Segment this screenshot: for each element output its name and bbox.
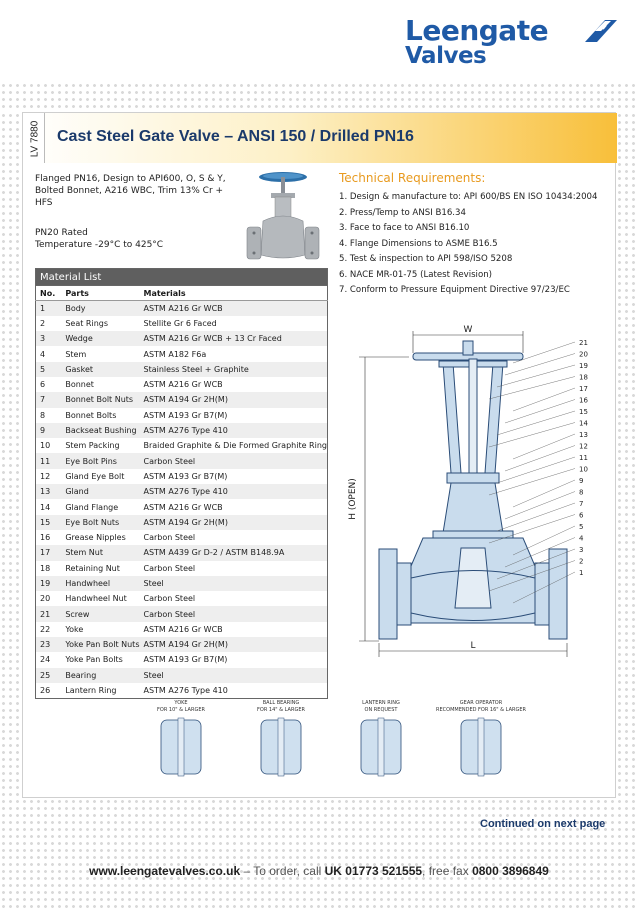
technical-heading: Technical Requirements:	[339, 171, 486, 185]
footer-order-text: – To order, call	[240, 864, 325, 878]
callout-number: 6	[579, 511, 584, 520]
table-row	[36, 346, 328, 361]
cell-material: ASTM A194 Gr 2H(M)	[139, 637, 327, 652]
table-row	[36, 377, 328, 392]
callout-leader	[505, 492, 575, 520]
cell-material: Braided Graphite & Die Formed Graphite Ring	[139, 438, 327, 453]
cell-material: ASTM A182 F6a	[139, 346, 327, 361]
callout-number: 3	[579, 546, 584, 554]
dotted-band-bottom	[0, 798, 638, 909]
cell-no: 14	[36, 499, 62, 514]
cell-material: Carbon Steel	[139, 561, 327, 576]
cell-material: ASTM A216 Gr WCB	[139, 622, 327, 637]
document-code-box	[23, 113, 45, 163]
cell-part: Gland	[61, 484, 139, 499]
column-header-no: No.	[36, 286, 62, 301]
callout-number: 17	[579, 385, 588, 393]
cell-no: 11	[36, 453, 62, 468]
brand-name-line1: Leengate	[405, 14, 549, 47]
detail-stem	[278, 718, 284, 776]
cell-no: 12	[36, 469, 62, 484]
technical-item: 4. Flange Dimensions to ASME B16.5	[339, 238, 498, 249]
cell-part: Retaining Nut	[61, 561, 139, 576]
cell-material: ASTM A193 Gr B7(M)	[139, 408, 327, 423]
cell-part: Yoke Pan Bolts	[61, 652, 139, 667]
cell-no: 16	[36, 530, 62, 545]
cell-no: 22	[36, 622, 62, 637]
table-row	[36, 331, 328, 346]
cell-no: 8	[36, 408, 62, 423]
cell-part: Bonnet Bolts	[61, 408, 139, 423]
detail-title: BALL BEARING	[262, 700, 300, 706]
cell-part: Body	[61, 301, 139, 316]
detail-title: GEAR OPERATOR	[459, 700, 503, 706]
cell-part: Seat Rings	[61, 316, 139, 331]
cell-material: ASTM A276 Type 410	[139, 484, 327, 499]
intro-block	[35, 173, 235, 251]
table-row	[36, 576, 328, 591]
cell-part: Gland Eye Bolt	[61, 469, 139, 484]
detail-view	[361, 700, 401, 776]
cell-part: Handwheel	[61, 576, 139, 591]
cell-no: 5	[36, 362, 62, 377]
cell-part: Yoke Pan Bolt Nuts	[61, 637, 139, 652]
callout-number: 5	[579, 523, 584, 531]
cell-no: 9	[36, 423, 62, 438]
detail-stem	[478, 718, 484, 776]
detail-view	[157, 700, 205, 776]
callout-number: 19	[579, 362, 588, 370]
technical-item: 6. NACE MR-01-75 (Latest Revision)	[339, 269, 492, 280]
dotted-band-right	[616, 112, 638, 798]
footer-contact	[0, 864, 638, 878]
continued-note: Continued on next page	[480, 818, 606, 830]
callout-leader	[497, 457, 575, 483]
table-row	[36, 362, 328, 377]
dotted-band-left	[0, 112, 22, 798]
callout-leader	[505, 446, 575, 472]
callout-number: 15	[579, 408, 588, 416]
cell-no: 25	[36, 668, 62, 683]
cell-no: 4	[36, 346, 62, 361]
cell-no: 3	[36, 331, 62, 346]
cell-material: ASTM A193 Gr B7(M)	[139, 469, 327, 484]
footer-fax-text: , free fax	[422, 864, 473, 878]
technical-item: 2. Press/Temp to ANSI B16.34	[339, 207, 466, 218]
callout-number: 9	[579, 477, 584, 485]
table-row	[36, 606, 328, 621]
cell-material: Stainless Steel + Graphite	[139, 362, 327, 377]
material-list-table	[35, 268, 328, 699]
cell-part: Bearing	[61, 668, 139, 683]
dimension-height: H (OPEN)	[348, 478, 358, 520]
cell-material: Carbon Steel	[139, 591, 327, 606]
cell-material: Carbon Steel	[139, 606, 327, 621]
detail-title: YOKE	[174, 700, 188, 706]
callout-leader	[489, 469, 575, 496]
cell-material: ASTM A193 Gr B7(M)	[139, 652, 327, 667]
brand-valve-icon	[583, 18, 619, 44]
cell-part: Wedge	[61, 331, 139, 346]
table-row	[36, 668, 328, 683]
cell-material: Steel	[139, 576, 327, 591]
technical-item: 5. Test & inspection to API 598/ISO 5208	[339, 254, 513, 264]
cell-part: Bonnet Bolt Nuts	[61, 392, 139, 407]
cell-no: 21	[36, 606, 62, 621]
callout-number: 11	[579, 454, 588, 462]
cell-no: 24	[36, 652, 62, 667]
detail-stem	[378, 718, 384, 776]
cell-part: Bonnet	[61, 377, 139, 392]
page-title: Cast Steel Gate Valve – ANSI 150 / Drilled PN16	[57, 128, 414, 145]
table-row	[36, 316, 328, 331]
cell-material: ASTM A216 Gr WCB	[139, 377, 327, 392]
callout-leader	[489, 423, 575, 448]
cell-no: 20	[36, 591, 62, 606]
detail-view	[436, 700, 526, 776]
table-row	[36, 438, 328, 453]
cell-no: 2	[36, 316, 62, 331]
callout-number: 7	[579, 500, 584, 508]
table-row	[36, 392, 328, 407]
callout-number: 10	[579, 465, 588, 474]
cell-no: 15	[36, 515, 62, 530]
callout-leader	[497, 365, 575, 387]
cell-material: ASTM A276 Type 410	[139, 683, 327, 698]
technical-list	[339, 190, 609, 299]
brand-logo	[405, 14, 620, 74]
column-header-parts: Parts	[61, 286, 139, 301]
cell-part: Stem Nut	[61, 545, 139, 560]
cell-part: Gasket	[61, 362, 139, 377]
cell-part: Eye Bolt Pins	[61, 453, 139, 468]
cell-no: 19	[36, 576, 62, 591]
cell-part: Lantern Ring	[61, 683, 139, 698]
table-row	[36, 515, 328, 530]
callout-number: 14	[579, 419, 588, 428]
callout-number: 4	[579, 534, 584, 543]
valve-description: Flanged PN16, Design to API600, O, S & Y, Bolted Bonnet, A216 WBC, Trim 13% Cr + HFS	[35, 174, 226, 208]
cell-no: 13	[36, 484, 62, 499]
cell-no: 17	[36, 545, 62, 560]
cell-no: 10	[36, 438, 62, 453]
table-row	[36, 469, 328, 484]
detail-subtitle: ON REQUEST	[364, 707, 398, 713]
cell-no: 6	[36, 377, 62, 392]
callout-leader	[513, 434, 575, 459]
table-row	[36, 683, 328, 698]
table-row	[36, 453, 328, 468]
table-header-row	[36, 286, 328, 301]
footer-phone: UK 01773 521555	[324, 864, 423, 878]
column-header-materials: Materials	[139, 286, 327, 301]
callout-number: 8	[579, 488, 584, 497]
cell-material: Stellite Gr 6 Faced	[139, 316, 327, 331]
callout-leader	[497, 503, 575, 531]
cell-no: 23	[36, 637, 62, 652]
cell-no: 18	[36, 561, 62, 576]
callout-leader	[513, 388, 575, 411]
table-row	[36, 637, 328, 652]
cell-material: ASTM A194 Gr 2H(M)	[139, 515, 327, 530]
dotted-band-top	[0, 82, 638, 112]
document-code: LV 7880	[29, 120, 41, 158]
table-row	[36, 652, 328, 667]
detail-subtitle: FOR 14" & LARGER	[257, 707, 305, 713]
callout-number: 16	[579, 396, 588, 405]
cell-no: 7	[36, 392, 62, 407]
detail-subtitle: FOR 10" & LARGER	[157, 707, 205, 713]
gate-valve-drawing	[343, 323, 603, 658]
cell-part: Gland Flange	[61, 499, 139, 514]
callout-number: 12	[579, 442, 588, 451]
datasheet-panel	[22, 112, 616, 798]
cell-material: ASTM A439 Gr D-2 / ASTM B148.9A	[139, 545, 327, 560]
table-row	[36, 408, 328, 423]
table-row	[36, 530, 328, 545]
callout-leader	[513, 342, 575, 363]
technical-requirements	[339, 171, 609, 299]
cell-part: Eye Bolt Nuts	[61, 515, 139, 530]
cell-material: Carbon Steel	[139, 530, 327, 545]
detail-subtitle: RECOMMENDED FOR 16" & LARGER	[436, 707, 526, 713]
callout-number: 13	[579, 431, 588, 439]
cell-part: Handwheel Nut	[61, 591, 139, 606]
valve-photo	[233, 163, 333, 273]
cell-part: Stem Packing	[61, 438, 139, 453]
cell-part: Stem	[61, 346, 139, 361]
cell-material: ASTM A216 Gr WCB + 13 Cr Faced	[139, 331, 327, 346]
cell-no: 1	[36, 301, 62, 316]
pressure-rating: PN20 Rated	[35, 228, 88, 238]
footer-fax: 0800 3896849	[472, 864, 549, 878]
cell-part: Yoke	[61, 622, 139, 637]
technical-item: 1. Design & manufacture to: API 600/BS EN ISO 10434:2004	[339, 192, 598, 202]
table-row	[36, 561, 328, 576]
detail-title: LANTERN RING	[362, 700, 400, 706]
callout-number: 21	[579, 339, 588, 347]
callout-leader	[505, 400, 575, 424]
cell-part: Backseat Bushing	[61, 423, 139, 438]
callout-leader	[513, 480, 575, 507]
material-list-title: Material List	[35, 268, 328, 285]
cell-material: ASTM A216 Gr WCB	[139, 301, 327, 316]
cell-part: Grease Nipples	[61, 530, 139, 545]
callout-number: 1	[579, 569, 584, 577]
brand-name-line2: Valves	[405, 43, 487, 69]
temperature-range: Temperature -29°C to 425°C	[35, 240, 164, 250]
technical-item: 7. Conform to Pressure Equipment Directive 97/23/EC	[339, 285, 570, 295]
cell-material: Steel	[139, 668, 327, 683]
detail-stem	[178, 718, 184, 776]
cell-material: ASTM A194 Gr 2H(M)	[139, 392, 327, 407]
table-row	[36, 622, 328, 637]
footer-website-link[interactable]: www.leengatevalves.co.uk	[89, 864, 241, 878]
cell-material: Carbon Steel	[139, 453, 327, 468]
table-row	[36, 545, 328, 560]
dimension-length: L	[470, 641, 476, 651]
detail-view	[257, 700, 305, 776]
dimension-width: W	[463, 325, 473, 335]
callout-number: 2	[579, 557, 584, 566]
cell-part: Screw	[61, 606, 139, 621]
table-row	[36, 499, 328, 514]
table-row	[36, 484, 328, 499]
table-row	[36, 423, 328, 438]
cell-no: 26	[36, 683, 62, 698]
title-bar	[23, 113, 617, 163]
callout-number: 18	[579, 373, 588, 382]
callout-number: 20	[579, 350, 588, 359]
callout-leader	[497, 411, 575, 435]
cell-material: ASTM A276 Type 410	[139, 423, 327, 438]
cell-material: ASTM A216 Gr WCB	[139, 499, 327, 514]
table-row	[36, 591, 328, 606]
technical-item: 3. Face to face to ANSI B16.10	[339, 223, 470, 233]
table-row	[36, 301, 328, 316]
detail-views	[131, 698, 531, 778]
